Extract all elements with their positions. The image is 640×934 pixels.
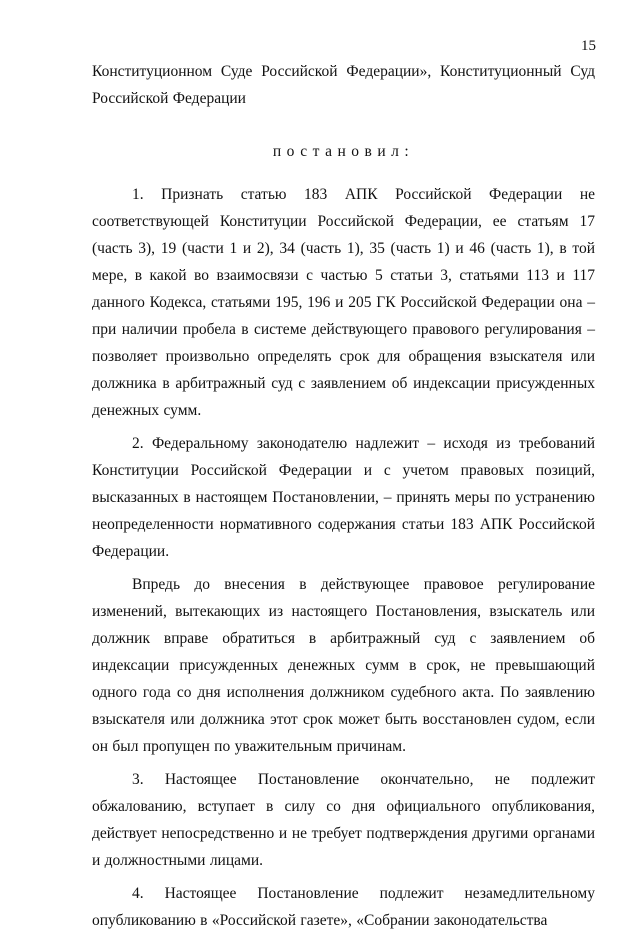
paragraph-3: 3. Настоящее Постановление окончательно, не подлежит обжалованию, вступает в силу со дня официального опубликования, действует непосредственно и не требует подтверждения другими органами и должностными лицами. xyxy=(92,771,595,869)
paragraph-2-continuation: Впредь до внесения в действующее правовое регулирование изменений, вытекающих из настоящего Постановления, взыскатель или должник вправе обратиться в арбитражный суд с заявлением об индексации присужденных денежных сумм в срок, не превышающий одного года со дня исполнения должником судебного акта. По заявлению взыскателя или должника этот срок может быть восстановлен судом, если он был пропущен по уважительным причинам. xyxy=(92,576,595,755)
page-number: 15 xyxy=(581,38,596,54)
paragraph-2: 2. Федеральному законодателю надлежит – исходя из требований Конституции Российской Федерации и с учетом правовых позиций, высказанных в настоящем Постановлении, – принять меры по устранению неопределенности нормативного содержания статьи 183 АПК Российской Федерации. xyxy=(92,435,595,560)
document-body xyxy=(92,58,595,934)
paragraph-4: 4. Настоящее Постановление подлежит незамедлительному опубликованию в «Российской газете», «Собрании законодательства xyxy=(92,885,595,929)
intro-paragraph: Конституционном Суде Российской Федерации», Конституционный Суд Российской Федерации xyxy=(92,63,595,107)
paragraph-1: 1. Признать статью 183 АПК Российской Федерации не соответствующей Конституции Российской Федерации, ее статьям 17 (часть 3), 19 (части 1 и 2), 34 (часть 1), 35 (часть 1) и 46 (часть 1), в той мере, в какой во взаимосвязи с частью 5 статьи 3, статьями 113 и 117 данного Кодекса, статьями 195, 196 и 205 ГК Российской Федерации она – при наличии пробела в системе действующего правового регулирования – позволяет произвольно определять срок для обращения взыскателя или должника в арбитражный суд с заявлением об индексации присужденных денежных сумм. xyxy=(92,186,595,419)
resolution-heading: постановил: xyxy=(272,143,415,160)
